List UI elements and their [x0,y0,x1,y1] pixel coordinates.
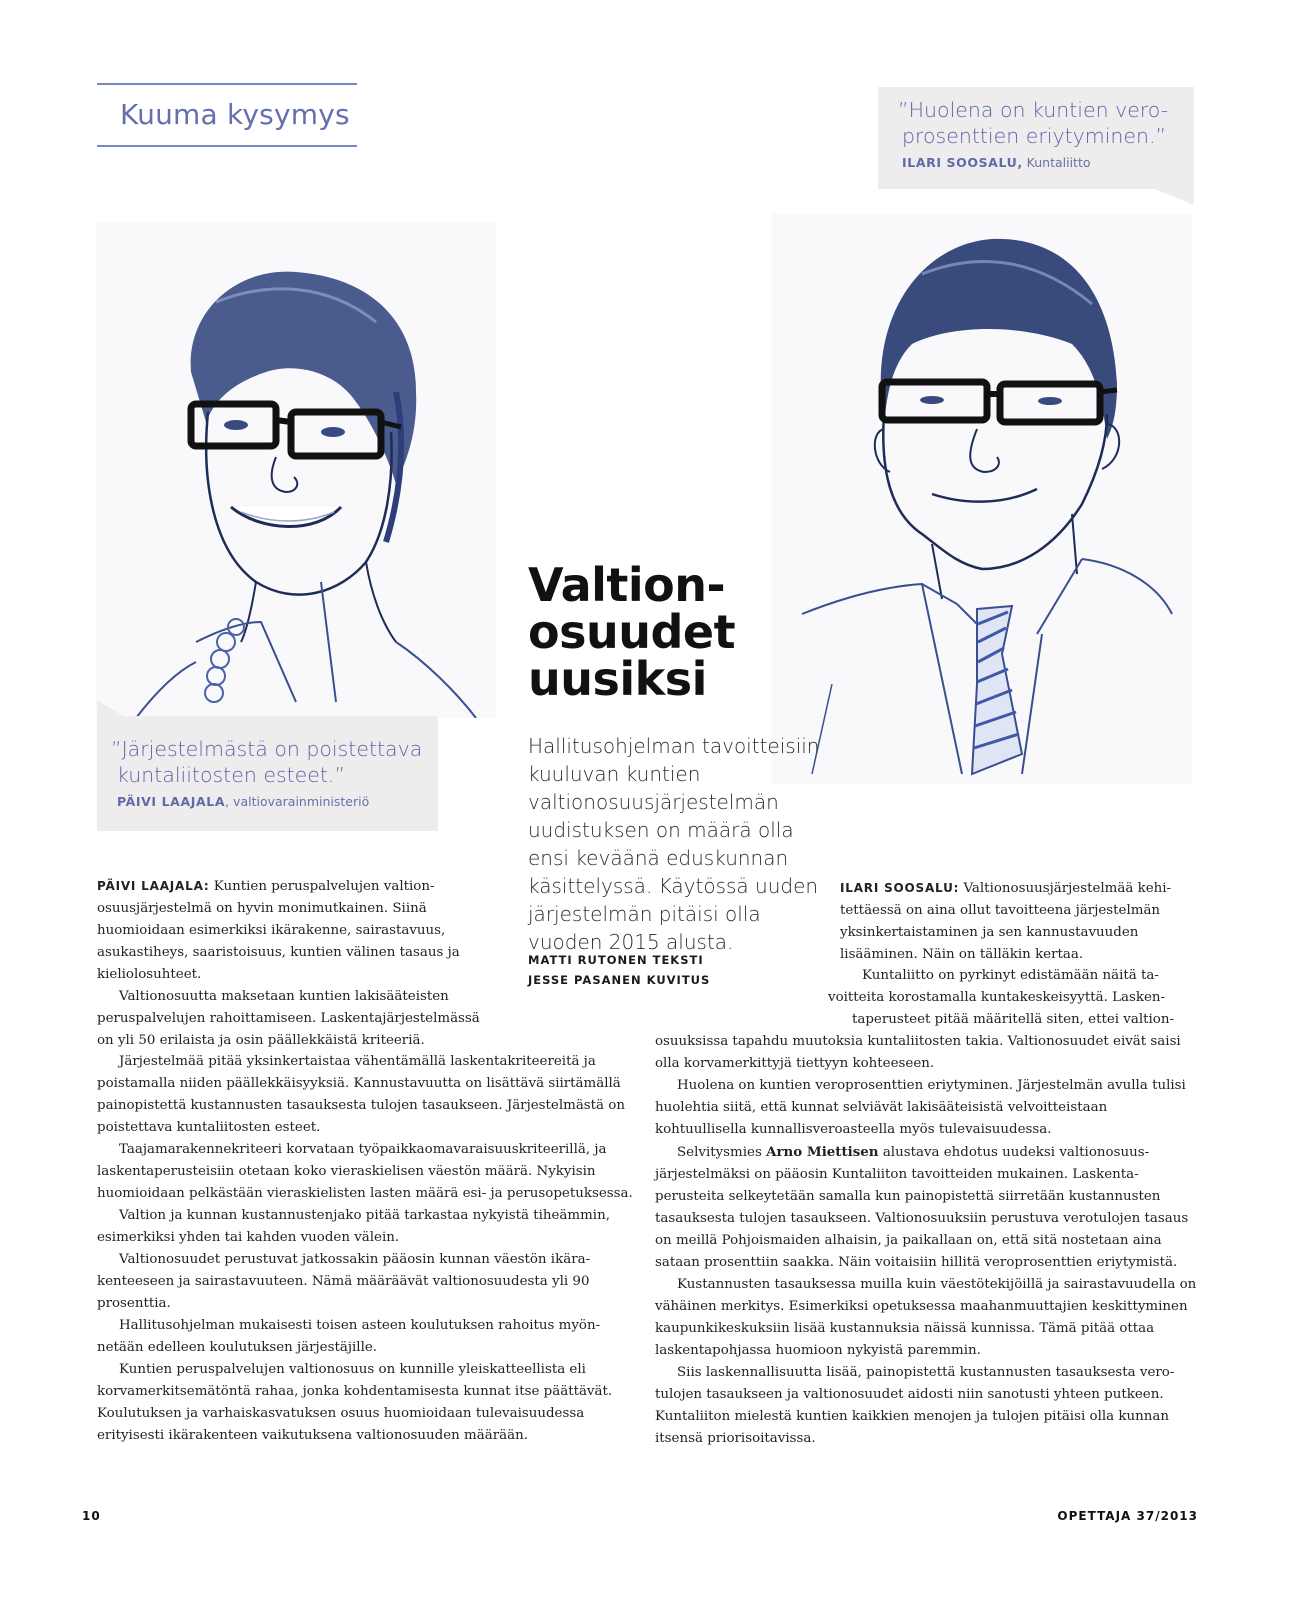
kicker-rule-bottom [97,145,357,147]
paragraph: Valtionosuudet perustuvat jatkossakin pääosin kunnan väestön ikärakenteeseen ja sairastavuuteen. Nämä määräävät valtionosuudesta yli 90 prosenttia. [97,1252,591,1311]
pull-quote-left-attribution [111,794,441,809]
paragraph [97,875,497,986]
quote-tail-left [97,700,127,717]
text-line: taperusteet pitää määritellä siten, ettei valtion- [852,1012,1174,1027]
portrait-ilari-soosalu [772,214,1192,784]
paragraph: Kustannusten tasauksessa muilla kuin väestötekijöillä ja sairastavuudella on vähäinen merkitys. Esimerkiksi opetuksessa maahanmuuttajien keskittyminen kaupunkikeskuksiin lisää kustannuksia näissä kunnissa. Tämä pitää ottaa laskentapohjassa huomioon nykyistä paremmin. [655,1277,1197,1358]
left-column-text-continued [97,1051,637,1447]
paragraph: Kuntien peruspalvelujen valtionosuus on kunnille yleiskatteellista eli korvamerkitsemätöntä rahaa, jonka kohdentamisesta kunnat itse päättävät. Koulutuksen ja varhaiskasvatuksen osuus huomioidaan tulevaisuudessa erityisesti ikärakenteen vaikutuksena valtionosuuden määrään. [97,1362,613,1443]
speaker-label: ILARI SOOSALU: [840,881,960,895]
portrait-paivi-laajala [96,222,496,718]
headline-line: osuudet [528,605,736,659]
right-column-text-continued [655,1031,1200,1450]
paragraph: Valtion ja kunnan kustannustenjako pitää tarkastaa nykyistä tiheämmin, esimerkiksi yhden tai kahden vuoden välein. [97,1208,610,1245]
text-line: voitteita korostamalla kuntakeskeisyyttä. Lasken- [828,990,1166,1005]
article-lede: Hallitusohjelman tavoitteisiin kuuluvan kuntien valtionosuusjärjestelmän uudistuksen on määrä olla ensi keväänä eduskunnan käsittelyssä. Käytössä uuden järjestelmän pitäisi olla vuoden 2015 alusta. [528,734,820,954]
headline-line: uusiksi [528,652,707,706]
pull-quote-left-text [111,736,441,788]
text-line: Kuntaliitto on pyrkinyt edistämään näitä ta- [862,968,1159,983]
pull-quote-right-text [898,97,1198,149]
quote-tail-right [1150,187,1195,207]
kicker-rule-top [97,83,357,85]
pull-quote-right-attribution [898,155,1198,170]
attribution-org: , valtiovarainministeriö [225,794,370,809]
paragraph: osuuksissa tapahdu muutoksia kuntaliitosten takia. Valtionosuudet eivät saisi olla korvamerkittyjä tiettyyn kohteeseen. [655,1034,1181,1071]
paragraph [655,1141,1200,1274]
page-number: 10 [82,1509,101,1523]
attribution-org: Kuntaliitto [1022,155,1091,170]
article-headline [528,558,736,706]
attribution-name: PÄIVI LAAJALA [117,794,226,809]
quote-line: ”Järjestelmästä on poistettava [111,737,423,761]
attribution-name: ILARI SOOSALU, [902,155,1023,170]
paragraph-text: Valtionosuusjärjestelmää kehitettäessä on aina ollut tavoitteena järjestelmän yksinkertaistaminen ja sen kannustavuuden lisääminen. Näin on tälläkin kertaa. [840,881,1172,962]
publication-issue: OPETTAJA 37/2013 [1057,1509,1198,1523]
pull-quote-right [878,87,1194,189]
right-column-wrap-lines [828,965,1198,1031]
headline-line: Valtion- [528,558,726,612]
paragraph: Huolena on kuntien veroprosenttien eriytyminen. Järjestelmän avulla tulisi huolehtia siitä, että kunnat selviävät lakisääteisistä velvoitteistaan kohtuullisella kunnallisveroasteella myös tulevaisuudessa. [655,1078,1186,1137]
quote-line: ”Huolena on kuntien vero- [898,98,1169,122]
paragraph: Valtionosuutta maksetaan kuntien lakisääteisten peruspalvelujen rahoittamiseen. Laskentajärjestelmässä on yli 50 erilaista ja osin päällekkäistä kriteeriä. [97,989,480,1048]
illustrator-credit: JESSE PASANEN KUVITUS [528,973,711,987]
quote-line: prosenttien eriytyminen.” [902,124,1167,148]
author-credit: MATTI RUTONEN TEKSTI [528,953,704,967]
paragraph: Siis laskennallisuutta lisää, painopistettä kustannusten tasauksesta verotulojen tasaukseen ja valtionosuudet aidosti niin sanotusti yhteen putkeen. Kuntaliiton mielestä kuntien kaikkien menojen ja tulojen pitäisi olla kunnan itsensä priorisoitavissa. [655,1365,1175,1446]
paragraph: Järjestelmää pitää yksinkertaistaa vähentämällä laskentakriteereitä ja poistamalla niiden päällekkäisyyksiä. Kannustavuutta on lisättävä siirtämällä painopistettä kustannusten tasauksesta tulojen tasaukseen. Järjestelmästä on poistettava kuntaliitosten esteet. [97,1054,625,1135]
paragraph-text: Selvitysmies [677,1145,767,1160]
left-column-text [97,875,497,1052]
paragraph: Hallitusohjelman mukaisesti toisen asteen koulutuksen rahoitus myönnetään edelleen koulutuksen järjestäjille. [97,1318,601,1355]
paragraph-text: alustava ehdotus uudeksi valtionosuusjärjestelmäksi on pääosin Kuntaliiton tavoitteiden mukainen. Laskentaperusteita selkeytetään samalla kun painopistettä siirretään kustannusten tasauksesta tulojen tasaukseen. Valtionosuuksiin perustuva verotulojen tasaus on meillä Pohjoismaiden alhaisin, ja paikallaan on, että sitä nostetaan aina sataan prosenttiin saakka. Näin voitaisiin hillitä veroprosenttien eriytymistä. [655,1145,1189,1270]
pull-quote-left [97,716,438,831]
quote-line: kuntaliitosten esteet.” [117,763,346,787]
right-column-text [840,877,1195,966]
paragraph-text: Kuntien peruspalvelujen valtionosuusjärjestelmä on hyvin monimutkainen. Siinä huomioidaan esimerkiksi ikärakenne, sairastavuus, asukastiheys, saaristoisuus, kuntien välinen tasaus ja kieliolosuhteet. [97,879,460,982]
person-name: Arno Miettisen [766,1144,879,1160]
speaker-label: PÄIVI LAAJALA: [97,879,210,893]
section-kicker: Kuuma kysymys [120,98,350,131]
paragraph: Taajamarakennekriteeri korvataan työpaikkaomavaraisuuskriteerillä, ja laskentaperusteisiin otetaan koko vieraskielisen väestön määrä. Nykyisin huomioidaan pelkästään vieraskielisten lasten määrä esi- ja perusopetuksessa. [97,1142,633,1201]
paragraph [840,877,1195,966]
